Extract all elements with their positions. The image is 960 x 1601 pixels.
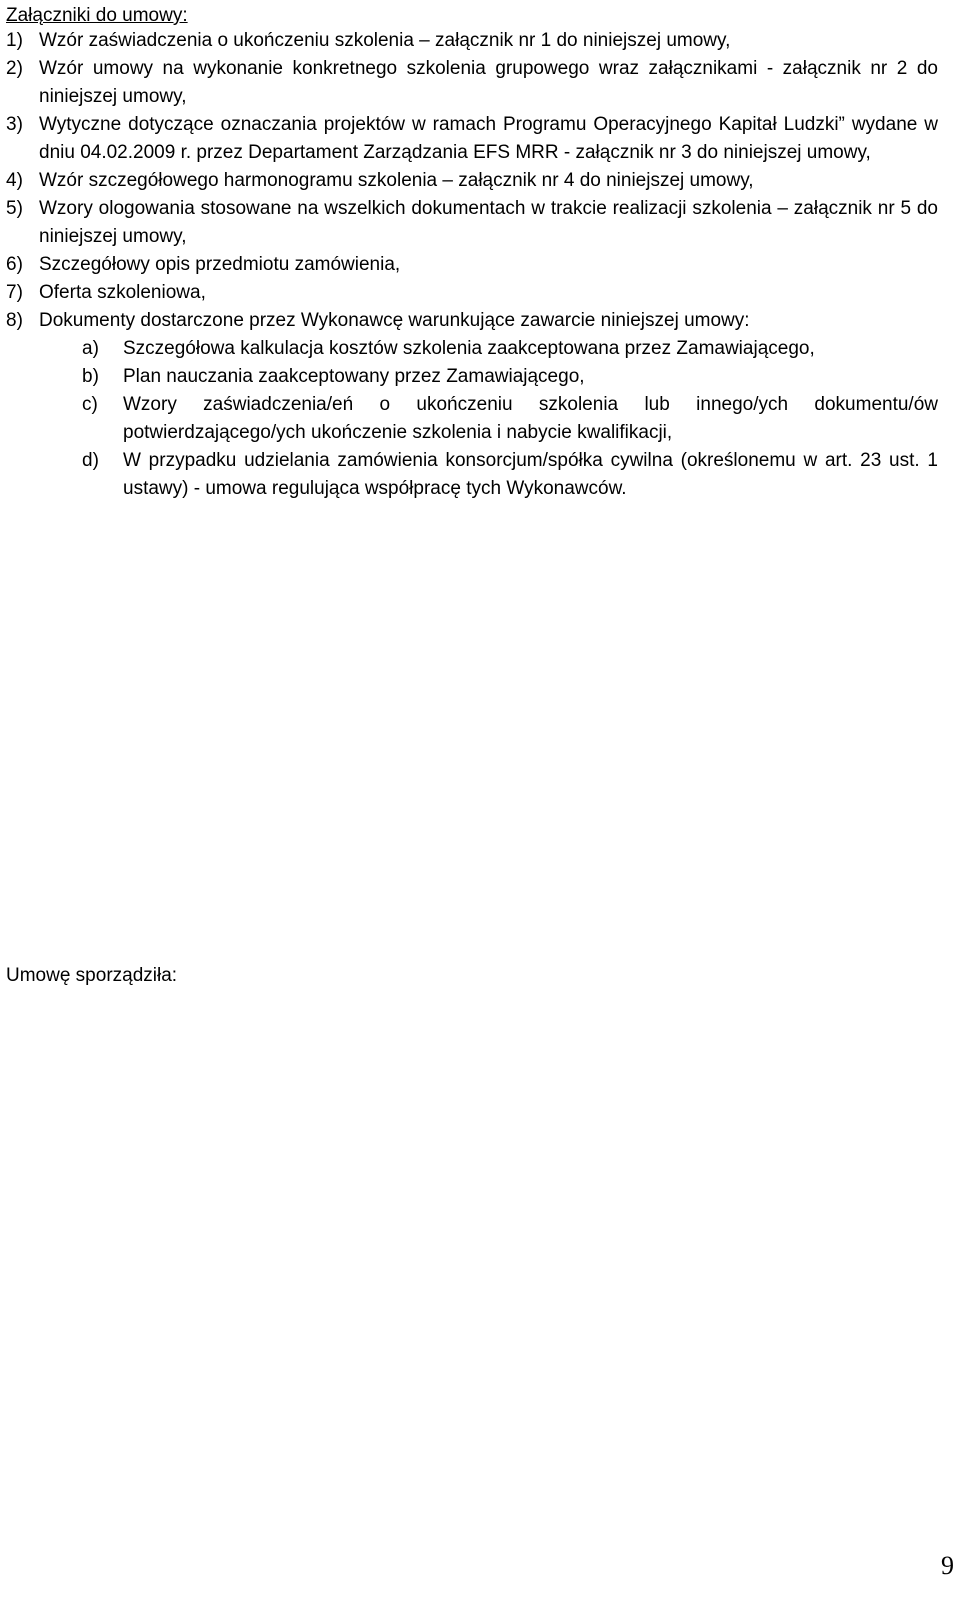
item-number: 6)	[6, 254, 23, 275]
item-number: 3)	[6, 114, 23, 135]
item-number: 2)	[6, 58, 23, 79]
item-number: 1)	[6, 30, 23, 51]
item-text: Oferta szkoleniowa,	[39, 282, 206, 303]
subitem-letter: a)	[82, 338, 99, 359]
item-number: 4)	[6, 170, 23, 191]
item-number: 8)	[6, 310, 23, 331]
list-item	[6, 195, 938, 251]
item-number: 7)	[6, 282, 23, 303]
page-number: 9	[941, 1551, 954, 1580]
subitem-text: Plan nauczania zaakceptowany przez Zamawiającego,	[123, 366, 585, 387]
list-item	[6, 167, 938, 195]
attachments-list	[6, 27, 938, 503]
sublist-item	[82, 447, 938, 503]
attachments-heading: Załączniki do umowy:	[6, 5, 188, 26]
item-text: Wzór szczegółowego harmonogramu szkolenia – załącznik nr 4 do niniejszej umowy,	[39, 170, 754, 191]
sublist-item	[82, 335, 938, 363]
item-number: 5)	[6, 198, 23, 219]
sublist-item	[82, 391, 938, 447]
documents-sublist	[82, 335, 938, 503]
subitem-text: Wzory zaświadczenia/eń o ukończeniu szkolenia lub innego/ych dokumentu/ów potwierdzającego/ych ukończenie szkolenia i nabycie kwalifikacji,	[123, 394, 938, 443]
list-item	[6, 111, 938, 167]
item-text: Szczegółowy opis przedmiotu zamówienia,	[39, 254, 401, 275]
item-text: Wzór zaświadczenia o ukończeniu szkolenia – załącznik nr 1 do niniejszej umowy,	[39, 30, 731, 51]
item-text: Wzór umowy na wykonanie konkretnego szkolenia grupowego wraz załącznikami - załącznik nr 2 do niniejszej umowy,	[39, 58, 938, 107]
list-item	[6, 279, 938, 307]
sublist-item	[82, 363, 938, 391]
subitem-text: Szczegółowa kalkulacja kosztów szkolenia zaakceptowana przez Zamawiającego,	[123, 338, 815, 359]
signed-by-label: Umowę sporządziła:	[6, 965, 178, 986]
item-text: Wzory ologowania stosowane na wszelkich dokumentach w trakcie realizacji szkolenia – załącznik nr 5 do niniejszej umowy,	[39, 198, 938, 247]
subitem-text: W przypadku udzielania zamówienia konsorcjum/spółka cywilna (określonemu w art. 23 ust. 1 ustawy) - umowa regulująca współpracę tych Wykonawców.	[123, 450, 938, 499]
list-item	[6, 27, 938, 55]
subitem-letter: b)	[82, 366, 99, 387]
list-item	[6, 307, 938, 335]
subitem-letter: d)	[82, 450, 99, 471]
item-text: Dokumenty dostarczone przez Wykonawcę warunkujące zawarcie niniejszej umowy:	[39, 310, 750, 331]
subitem-letter: c)	[82, 394, 98, 415]
list-item	[6, 55, 938, 111]
item-text: Wytyczne dotyczące oznaczania projektów w ramach Programu Operacyjnego Kapitał Ludzki” wydane w dniu 04.02.2009 r. przez Departament Zarządzania EFS MRR - załącznik nr 3 do niniejszej umowy,	[39, 114, 938, 163]
list-item	[6, 251, 938, 279]
